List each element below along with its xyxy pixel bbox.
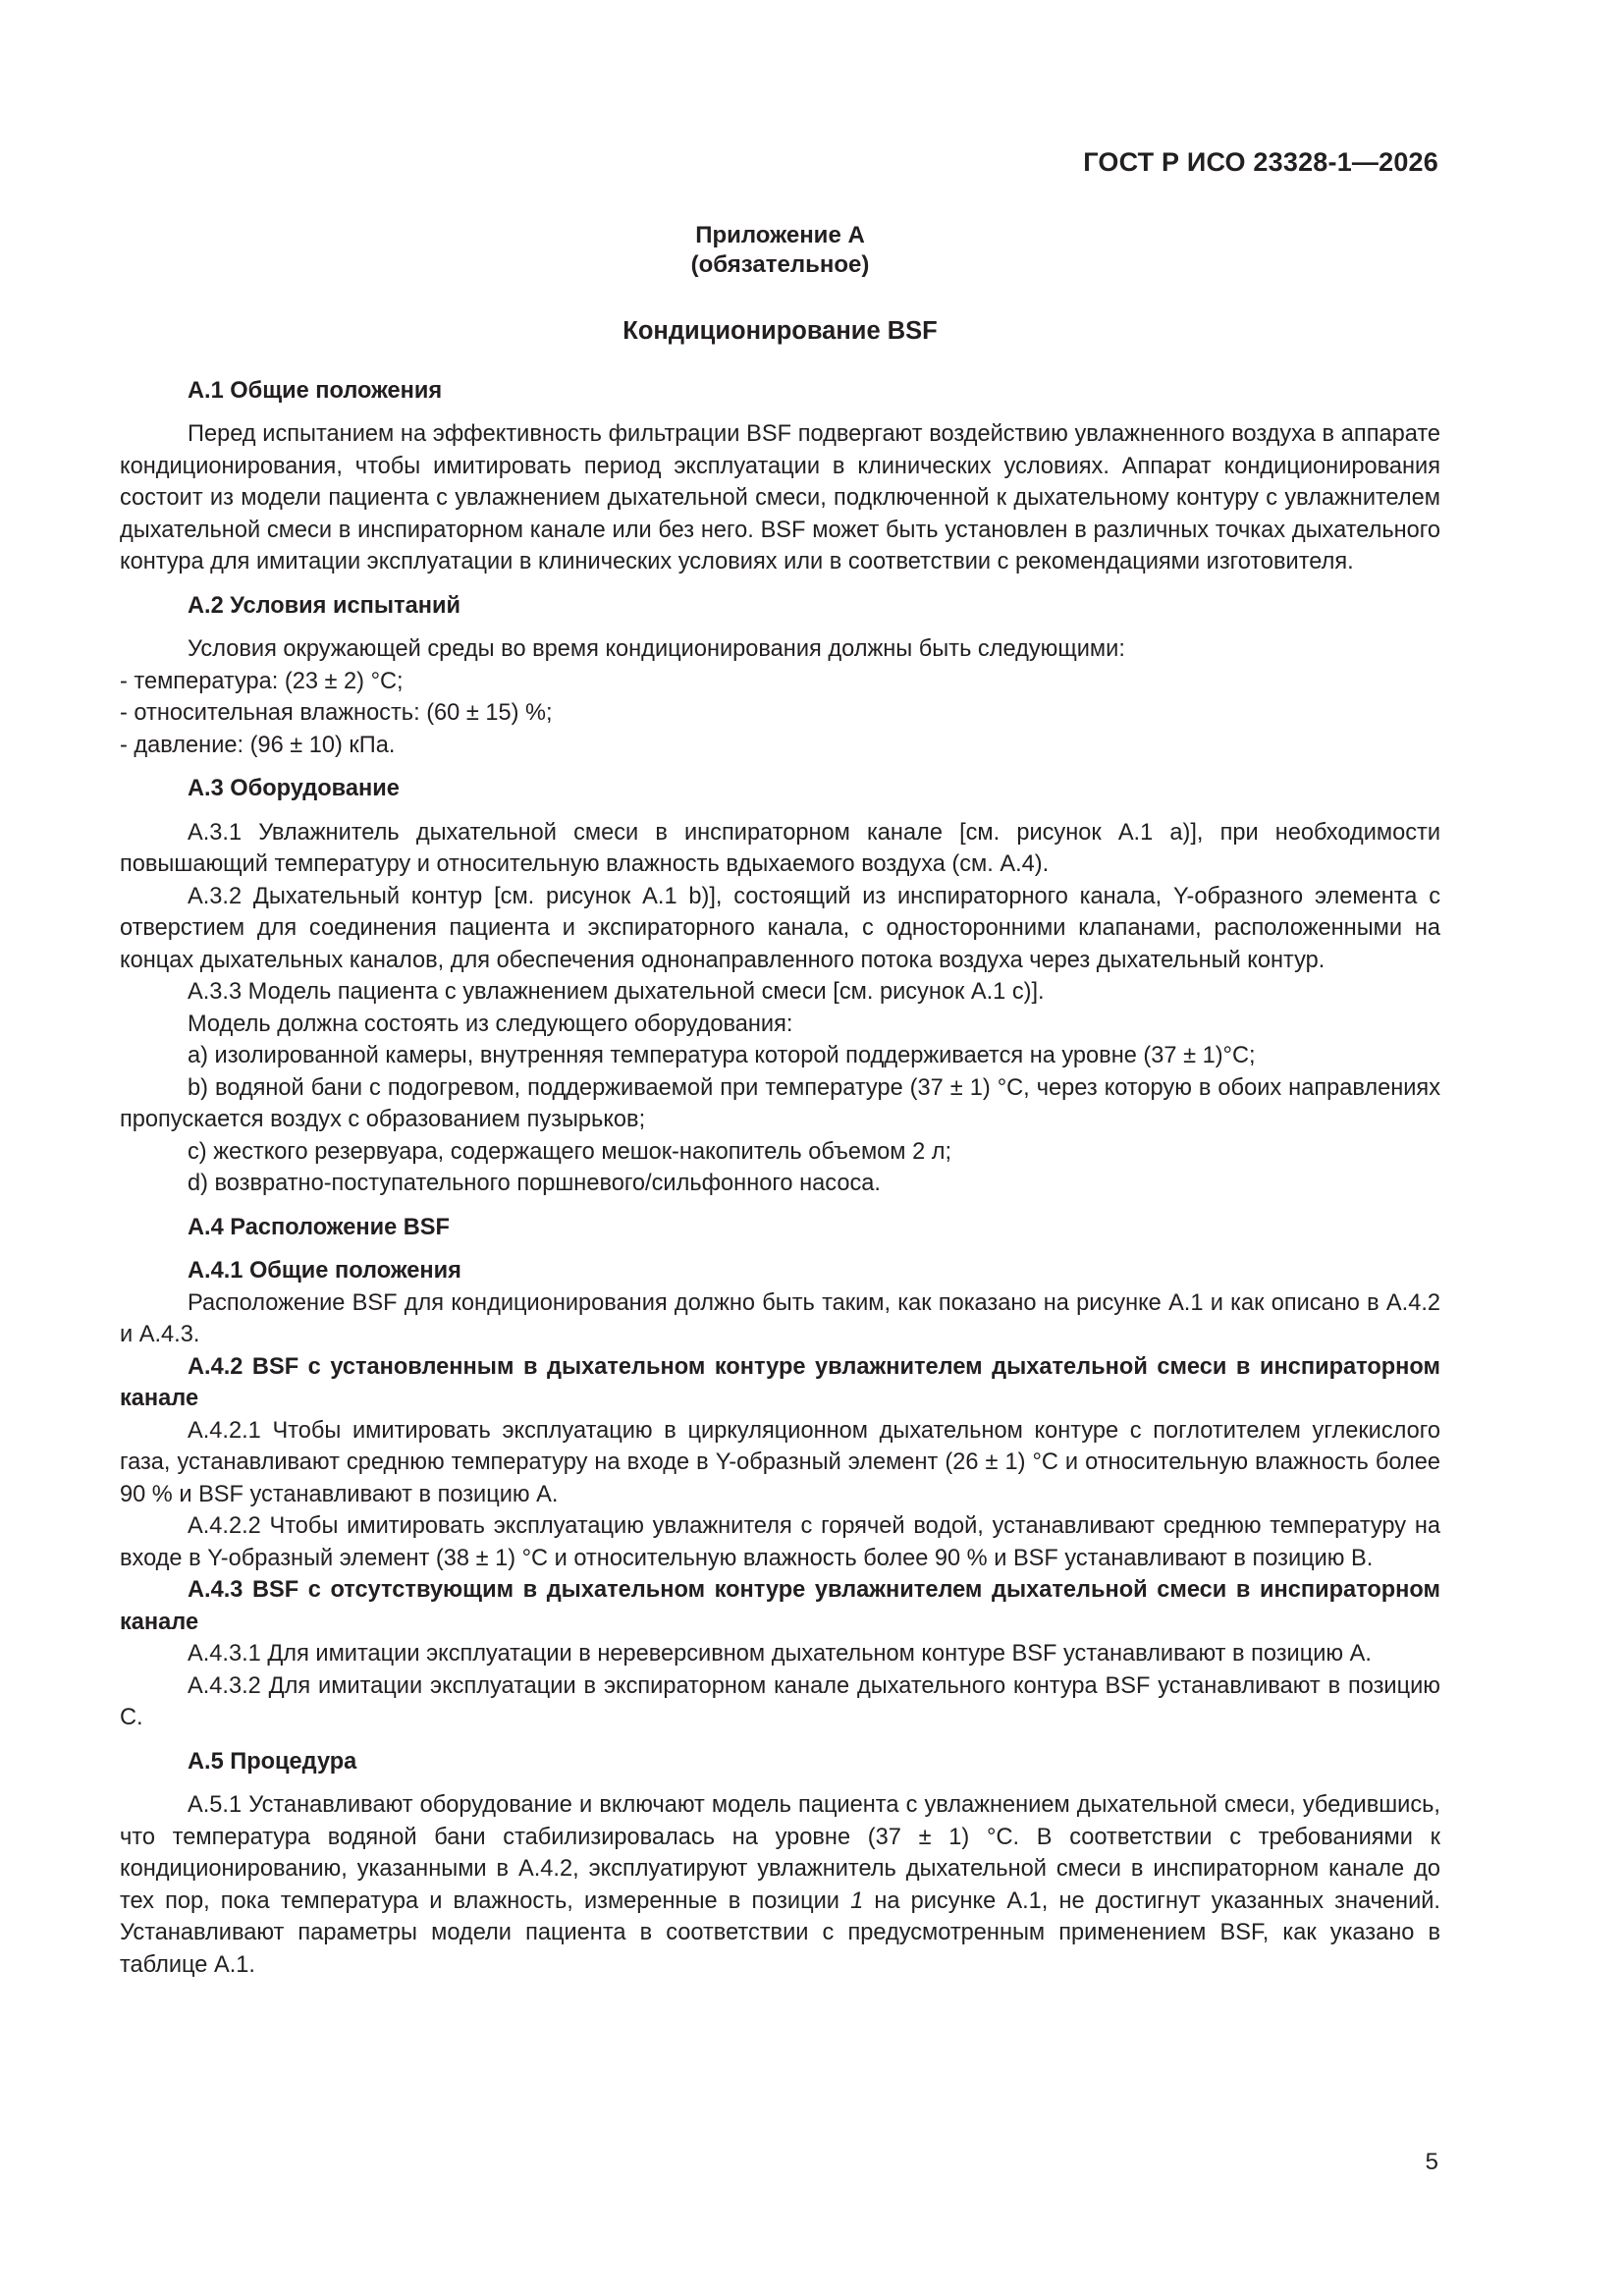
subsection-heading-a4-2: А.4.2 BSF с установленным в дыхательном контуре увлажнителем дыхательной смеси в инспираторном канале — [120, 1353, 1440, 1411]
paragraph-a4-3-1: А.4.3.1 Для имитации эксплуатации в нереверсивном дыхательном контуре BSF устанавливают в позицию А. — [188, 1641, 1372, 1667]
annex-label: Приложение А — [695, 222, 865, 248]
paragraph-a5-1 — [120, 1789, 1440, 1981]
list-item-pressure: - давление: (96 ± 10) кПа. — [120, 732, 396, 758]
section-heading-a5: А.5 Процедура — [188, 1748, 357, 1775]
paragraph-a3-2: А.3.2 Дыхательный контур [см. рисунок А.1 b)], состоящий из инспираторного канала, Y-образного элемента с отверстием для соединения пациента и экспираторного канала, с односторонними клапанами, расположенными на концах дыхательных каналов, для обеспечения однонаправленного потока воздуха через дыхательный контур. — [120, 883, 1440, 973]
section-heading-a1: А.1 Общие положения — [188, 377, 443, 404]
paragraph-a4-1: Расположение BSF для кондиционирования должно быть таким, как показано на рисунке А.1 и как описано в А.4.2 и А.4.3. — [120, 1289, 1440, 1347]
section-heading-a2: А.2 Условия испытаний — [188, 592, 460, 619]
paragraph-a5-1-part2: на рисунке А.1, не достигнут указанных значений. Устанавливают параметры модели пациента в соответствии с предусмотренным применением BSF, как указано в таблице А.1. — [120, 1887, 1440, 1978]
paragraph-a1: Перед испытанием на эффективность фильтрации BSF подвергают воздействию увлажненного воздуха в аппарате кондиционирования, чтобы имитировать период эксплуатации в клинических условиях. Аппарат кондиционирования состоит из модели пациента с увлажнением дыхательной смеси, подключенной к дыхательному контуру с увлажнителем дыхательной смеси в инспираторном канале или без него. BSF может быть установлен в различных точках дыхательного контура для имитации эксплуатации в клинических условиях или в соответствии с рекомендациями изготовителя. — [120, 421, 1440, 574]
paragraph-a4-2-2: А.4.2.2 Чтобы имитировать эксплуатацию увлажнителя с горячей водой, устанавливают среднюю температуру на входе в Y-образный элемент (38 ± 1) °С и относительную влажность более 90 % и BSF устанавливают в позицию В. — [120, 1513, 1440, 1571]
list-item-a: а) изолированной камеры, внутренняя температура которой поддерживается на уровне (37 ± 1)°С; — [188, 1043, 1256, 1068]
list-item-b: b) водяной бани с подогревом, поддерживаемой при температуре (37 ± 1) °С, через которую в обоих направлениях пропускается воздух с образованием пузырьков; — [120, 1074, 1440, 1132]
document-designation: ГОСТ Р ИСО 23328-1—2026 — [1083, 147, 1438, 177]
paragraph-a2-intro: Условия окружающей среды во время кондиционирования должны быть следующими: — [188, 636, 1125, 662]
list-item-humidity: - относительная влажность: (60 ± 15) %; — [120, 700, 553, 726]
list-item-c: с) жесткого резервуара, содержащего мешок-накопитель объемом 2 л; — [188, 1138, 952, 1165]
subsection-heading-a4-3: А.4.3 BSF с отсутствующим в дыхательном контуре увлажнителем дыхательной смеси в инспираторном канале — [120, 1577, 1440, 1635]
section-heading-a3: А.3 Оборудование — [188, 776, 400, 801]
subsection-heading-a4-1: А.4.1 Общие положения — [188, 1258, 461, 1284]
position-number: 1 — [850, 1887, 864, 1914]
section-heading-a4: А.4 Расположение BSF — [188, 1214, 450, 1240]
list-item-d: d) возвратно-поступательного поршневого/сильфонного насоса. — [188, 1171, 881, 1196]
paragraph-a3-1: А.3.1 Увлажнитель дыхательной смеси в инспираторном канале [см. рисунок А.1 а)], при необходимости повышающий температуру и относительную влажность вдыхаемого воздуха (см. А.4). — [120, 819, 1440, 877]
paragraph-a4-3-2: А.4.3.2 Для имитации эксплуатации в экспираторном канале дыхательного контура BSF устанавливают в позицию С. — [120, 1672, 1440, 1730]
paragraph-a3-3: А.3.3 Модель пациента с увлажнением дыхательной смеси [см. рисунок А.1 с)]. — [188, 979, 1045, 1005]
annex-status: (обязательное) — [690, 251, 870, 278]
paragraph-a4-2-1: А.4.2.1 Чтобы имитировать эксплуатацию в циркуляционном дыхательном контуре с поглотителем углекислого газа, устанавливают среднюю температуру на входе в Y-образный элемент (26 ± 1) °С и относительную влажность более 90 % и BSF устанавливают в позицию А. — [120, 1417, 1440, 1507]
page-number: 5 — [1425, 2149, 1438, 2175]
page-content — [120, 221, 1440, 1981]
annex-title: Кондиционирование BSF — [622, 317, 938, 345]
conditions-list — [120, 666, 1440, 762]
paragraph-a5-1-part1: А.5.1 Устанавливают оборудование и включают модель пациента с увлажнением дыхательной смеси, убедившись, что температура водяной бани стабилизировалась на уровне (37 ± 1) °С. В соответствии с требованиями к кондиционированию, указанными в А.4.2, эксплуатируют увлажнитель дыхательной смеси в инспираторном канале до тех пор, пока температура и влажность, измеренные в позиции — [120, 1792, 1440, 1914]
list-item-temperature: - температура: (23 ± 2) °С; — [120, 668, 404, 694]
paragraph-a3-model: Модель должна состоять из следующего оборудования: — [188, 1011, 793, 1037]
